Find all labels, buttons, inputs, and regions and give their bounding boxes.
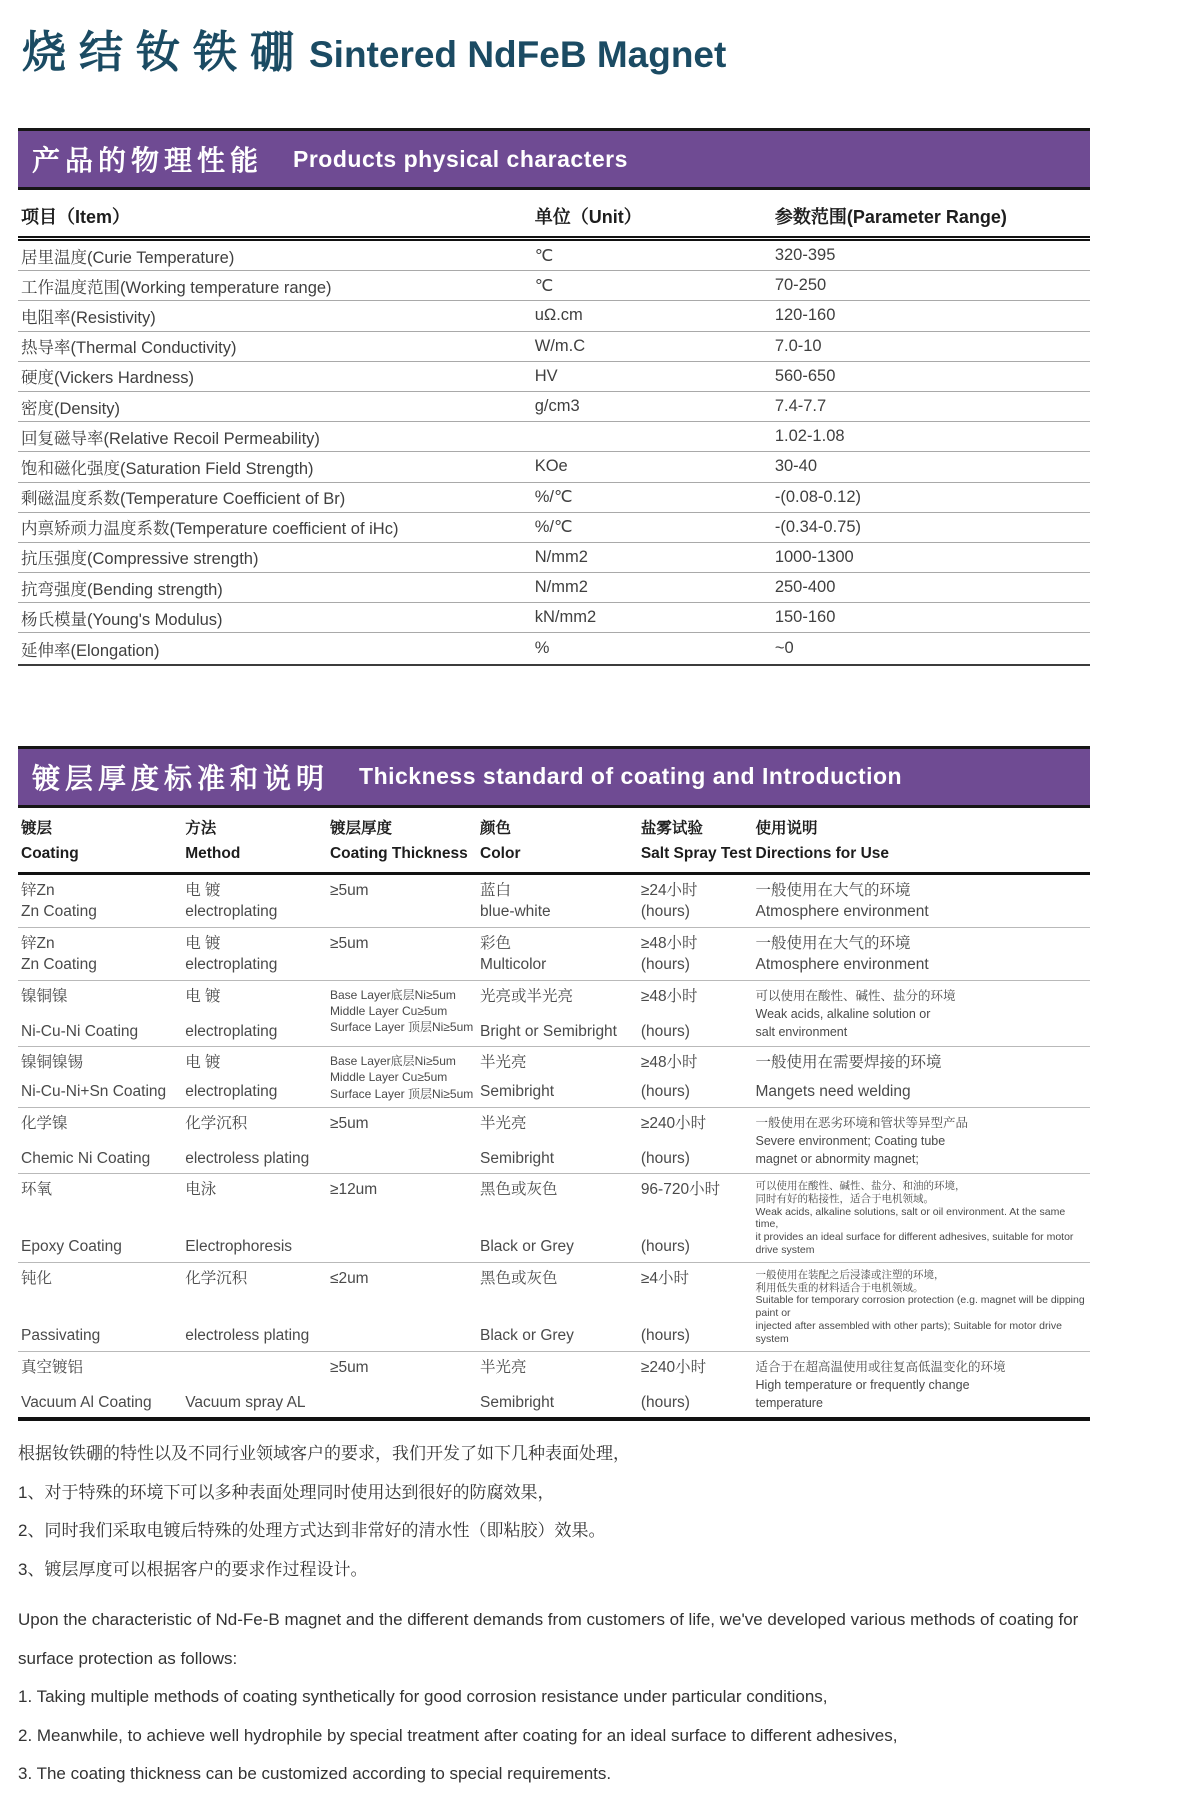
table-cell	[641, 881, 756, 922]
table-cell	[18, 987, 185, 1041]
cell-line: (hours)	[640, 1149, 690, 1167]
table-cell	[480, 1358, 641, 1412]
cell-line: 彩色	[480, 934, 512, 952]
table-cell: 密度(Density)	[21, 399, 121, 418]
cell-line: 环氧	[21, 1181, 53, 1199]
cell-line: electroless plating	[185, 1149, 310, 1167]
table-cell: ~0	[774, 639, 794, 658]
table-cell: N/mm2	[534, 547, 588, 566]
physical-table-body	[18, 241, 1090, 666]
cell-line: blue-white	[480, 903, 551, 921]
cell-line: Black or Grey	[480, 1238, 574, 1256]
table-cell: 150-160	[774, 608, 836, 627]
physical-table	[18, 194, 1090, 666]
cell-line: electroless plating	[185, 1327, 310, 1345]
cell-line: ≥12um	[329, 1181, 378, 1199]
note-line: 3. The coating thickness can be customized according to special requirements.	[18, 1764, 612, 1783]
table-row	[18, 1047, 1090, 1108]
table-cell	[18, 1114, 185, 1168]
table-cell: 抗弯强度(Bending strength)	[21, 580, 223, 599]
table-cell	[330, 1114, 480, 1168]
table-cell: W/m.C	[534, 336, 586, 355]
cell-line: 半光亮	[480, 1358, 527, 1376]
coating-section-banner	[18, 746, 1090, 808]
cell-line: Vacuum spray AL	[185, 1393, 306, 1411]
table-row	[18, 543, 1090, 573]
column-header-en: Coating Thickness	[329, 845, 468, 863]
cell-line: 一般使用在大气的环境	[755, 934, 911, 952]
note-line: 1、对于特殊的环境下可以多种表面处理同时使用达到很好的防腐效果，	[18, 1482, 555, 1502]
column-header-en: Coating	[21, 845, 79, 863]
physical-section-banner	[18, 128, 1090, 190]
table-row	[18, 928, 1090, 981]
table-cell: uΩ.cm	[534, 306, 583, 325]
table-cell	[480, 1269, 641, 1346]
table-cell	[480, 1114, 641, 1168]
coating-table-header	[18, 808, 1090, 875]
table-cell: 延伸率(Elongation)	[21, 641, 160, 660]
table-cell	[480, 881, 641, 922]
cell-line: ≥240小时	[640, 1358, 707, 1376]
table-row	[18, 513, 1090, 543]
table-cell: 饱和磁化强度(Saturation Field Strength)	[21, 459, 314, 478]
table-cell	[18, 1053, 185, 1102]
page-title	[18, 0, 1090, 80]
table-cell: %/℃	[534, 518, 573, 537]
column-header-zh: 镀层厚度	[329, 819, 392, 837]
table-cell: kN/mm2	[534, 608, 597, 627]
table-cell	[641, 1180, 756, 1257]
cell-line: (hours)	[640, 956, 690, 974]
table-cell: 回复磁导率(Relative Recoil Permeability)	[21, 429, 320, 448]
table-row	[18, 875, 1090, 928]
table-cell	[185, 987, 330, 1041]
table-cell	[185, 881, 330, 922]
cell-line: (hours)	[640, 1238, 690, 1256]
cell-line: ≥5um	[329, 881, 369, 899]
column-header-unit: 单位（Unit）	[534, 207, 642, 227]
notes-zh	[18, 1435, 1090, 1589]
cell-line: Chemic Ni Coating	[21, 1149, 151, 1167]
cell-line: 可以使用在酸性、碱性、盐分的环境	[755, 988, 956, 1003]
cell-line: ≥5um	[329, 934, 369, 952]
cell-line: 一般使用在恶劣环境和管状等异型产品	[755, 1115, 969, 1130]
table-cell: -(0.08-0.12)	[774, 487, 862, 506]
table-cell: 70-250	[774, 276, 827, 295]
cell-line: High temperature or frequently change	[755, 1377, 970, 1392]
cell-line: ≥5um	[329, 1358, 369, 1376]
table-cell	[756, 987, 1090, 1041]
table-cell: 抗压强度(Compressive strength)	[21, 550, 259, 569]
table-cell	[480, 1180, 641, 1257]
cell-line: Passivating	[21, 1327, 101, 1345]
table-cell: 320-395	[774, 246, 836, 265]
table-row	[18, 241, 1090, 271]
table-cell	[641, 1358, 756, 1412]
table-cell: 电阻率(Resistivity)	[21, 308, 156, 327]
column-header-range: 参数范围(Parameter Range)	[774, 207, 1007, 227]
cell-line: 化学沉积	[185, 1269, 248, 1287]
physical-banner-zh: 产品的物理性能	[32, 145, 264, 176]
table-cell	[18, 881, 185, 922]
table-cell	[756, 934, 1090, 975]
cell-line: 半光亮	[480, 1054, 527, 1072]
column-header-zh: 盐雾试验	[640, 819, 703, 837]
table-cell: %	[534, 639, 550, 658]
cell-line: Semibright	[480, 1149, 555, 1167]
cell-line: ≤2um	[329, 1269, 369, 1287]
cell-line: Severe environment; Coating tube	[755, 1133, 946, 1148]
table-cell	[641, 1053, 756, 1102]
table-cell: N/mm2	[534, 578, 588, 597]
cell-line: electroplating	[185, 903, 278, 921]
cell-line: 利用低失重的材料适合于电机领域。	[755, 1281, 924, 1294]
table-cell	[641, 934, 756, 975]
column-header	[756, 816, 1090, 867]
physical-banner-en: Products physical characters	[293, 145, 628, 172]
cell-line: Ni-Cu-Ni+Sn Coating	[21, 1083, 167, 1101]
page-title-zh: 烧结钕铁硼	[22, 28, 307, 77]
note-line: 3、镀层厚度可以根据客户的要求作过程设计。	[18, 1559, 368, 1579]
note-line: Upon the characteristic of Nd-Fe-B magnet and the different demands from customers of life, we've developed various methods of coating for surface protection as follows:	[18, 1610, 1079, 1668]
cell-line: injected after assembled with other parts); Suitable for motor drive system	[755, 1320, 1062, 1345]
cell-line: 化学镍	[21, 1114, 68, 1132]
cell-line: (hours)	[640, 1393, 690, 1411]
table-cell: %/℃	[534, 488, 573, 507]
cell-line	[185, 1358, 330, 1377]
table-cell	[641, 1269, 756, 1346]
coating-table-body	[18, 875, 1090, 1421]
table-cell	[185, 1114, 330, 1168]
cell-line: Middle Layer Cu≥5um	[329, 1070, 448, 1085]
cell-line: (hours)	[640, 1327, 690, 1345]
table-row	[18, 301, 1090, 331]
cell-line: Atmosphere environment	[755, 903, 929, 921]
column-header-en: Method	[185, 845, 241, 863]
cell-line: Surface Layer 顶层Ni≥5um	[329, 1020, 474, 1035]
cell-line: Zn Coating	[21, 956, 97, 974]
cell-line: Base Layer底层Ni≥5um	[329, 1054, 456, 1069]
table-cell	[185, 1358, 330, 1412]
table-row	[18, 1108, 1090, 1174]
notes-en	[18, 1601, 1090, 1794]
cell-line: salt environment	[755, 1025, 848, 1039]
cell-line: Electrophoresis	[185, 1238, 293, 1256]
table-cell: 工作温度范围(Working temperature range)	[21, 278, 332, 297]
table-cell	[756, 1180, 1090, 1257]
cell-line: ≥240小时	[640, 1114, 707, 1132]
table-cell	[756, 1269, 1090, 1346]
cell-line: Vacuum Al Coating	[21, 1393, 152, 1411]
column-header-zh: 使用说明	[755, 819, 818, 837]
column-header	[18, 816, 185, 867]
cell-line: 锌Zn	[21, 881, 55, 899]
cell-line: Mangets need welding	[755, 1083, 911, 1101]
column-header-zh: 方法	[185, 819, 217, 837]
table-cell	[18, 1269, 185, 1346]
coating-banner-zh: 镀层厚度标准和说明	[32, 762, 330, 794]
cell-line: 一般使用在装配之后浸漆或注塑的环境，	[755, 1268, 945, 1281]
table-cell	[185, 1053, 330, 1102]
table-row	[18, 271, 1090, 301]
table-row	[18, 603, 1090, 633]
cell-line: electroplating	[185, 1022, 278, 1040]
note-line: 根据钕铁硼的特性以及不同行业领域客户的要求，我们开发了如下几种表面处理，	[18, 1444, 630, 1463]
table-cell: 250-400	[774, 578, 836, 597]
cell-line: 电 镀	[185, 1054, 221, 1072]
table-cell: 30-40	[774, 457, 818, 476]
table-row	[18, 362, 1090, 392]
table-cell	[480, 987, 641, 1041]
table-cell	[330, 1358, 480, 1412]
cell-line: 电泳	[185, 1181, 217, 1199]
column-header-en: Color	[480, 845, 521, 863]
column-header-en: Directions for Use	[755, 845, 890, 863]
table-cell: 内禀矫顽力温度系数(Temperature coefficient of iHc)	[21, 520, 399, 539]
table-cell	[330, 1180, 480, 1257]
table-cell: 7.4-7.7	[774, 397, 827, 416]
cell-line: ≥48小时	[640, 987, 698, 1005]
coating-banner-en: Thickness standard of coating and Introduction	[359, 763, 903, 790]
cell-line: 化学沉积	[185, 1114, 248, 1132]
table-cell: 7.0-10	[774, 336, 822, 355]
cell-line: Suitable for temporary corrosion protection (e.g. magnet will be dipping paint or	[755, 1294, 1085, 1320]
coating-table	[18, 808, 1090, 1421]
cell-line: electroplating	[185, 1083, 278, 1101]
column-header	[480, 816, 641, 867]
table-row	[18, 981, 1090, 1047]
cell-line: 电 镀	[185, 881, 221, 899]
cell-line: Bright or Semibright	[480, 1022, 617, 1040]
table-cell	[480, 1053, 641, 1102]
table-cell	[756, 1358, 1090, 1412]
table-cell: ℃	[534, 246, 554, 265]
cell-line: ≥4小时	[640, 1269, 689, 1287]
cell-line: 钝化	[21, 1269, 53, 1287]
cell-line: Middle Layer Cu≥5um	[329, 1003, 448, 1018]
table-row	[18, 483, 1090, 513]
table-row	[18, 392, 1090, 422]
table-cell	[18, 1180, 185, 1257]
table-cell: -(0.34-0.75)	[774, 517, 862, 536]
table-cell: HV	[534, 366, 558, 385]
cell-line: Base Layer底层Ni≥5um	[329, 987, 456, 1002]
cell-line: ≥5um	[329, 1114, 369, 1132]
page-title-en: Sintered NdFeB Magnet	[309, 34, 727, 75]
table-cell: 居里温度(Curie Temperature)	[21, 248, 235, 267]
cell-line: (hours)	[640, 903, 690, 921]
table-row	[18, 573, 1090, 603]
table-cell	[330, 881, 480, 922]
cell-line: 黑色或灰色	[480, 1269, 558, 1287]
cell-line: 黑色或灰色	[480, 1181, 558, 1199]
table-row	[18, 452, 1090, 482]
cell-line: ≥24小时	[640, 881, 698, 899]
table-cell: 硬度(Vickers Hardness)	[21, 369, 194, 388]
table-cell	[330, 934, 480, 975]
cell-line: 一般使用在大气的环境	[755, 881, 911, 899]
table-cell: 120-160	[774, 306, 836, 325]
column-header	[330, 816, 480, 867]
cell-line: Semibright	[480, 1393, 555, 1411]
cell-line: 镍铜镍锡	[21, 1054, 84, 1072]
table-cell: 560-650	[774, 366, 836, 385]
table-cell: ℃	[534, 276, 554, 295]
table-row	[18, 422, 1090, 452]
table-cell	[480, 934, 641, 975]
cell-line: 半光亮	[480, 1114, 527, 1132]
table-cell: 剩磁温度系数(Temperature Coefficient of Br)	[21, 490, 346, 509]
table-cell	[18, 934, 185, 975]
cell-line: 锌Zn	[21, 934, 55, 952]
table-row	[18, 633, 1090, 663]
table-cell: KOe	[534, 457, 568, 476]
cell-line: 96-720小时	[640, 1181, 721, 1199]
table-cell	[756, 1053, 1090, 1102]
cell-line: 真空镀铝	[21, 1358, 84, 1376]
cell-line: Black or Grey	[480, 1327, 574, 1345]
table-cell	[185, 1180, 330, 1257]
cell-line: temperature	[755, 1395, 823, 1410]
column-header-zh: 镀层	[21, 819, 53, 837]
cell-line: Surface Layer 顶层Ni≥5um	[329, 1086, 474, 1101]
cell-line: Epoxy Coating	[21, 1238, 122, 1256]
cell-line: Ni-Cu-Ni Coating	[21, 1022, 139, 1040]
cell-line: Atmosphere environment	[755, 956, 929, 974]
cell-line: Zn Coating	[21, 903, 97, 921]
note-line: 1. Taking multiple methods of coating synthetically for good corrosion resistance under particular conditions,	[18, 1687, 828, 1706]
column-header	[641, 816, 756, 867]
column-header-zh: 颜色	[480, 819, 512, 837]
table-cell: 杨氏模量(Young's Modulus)	[21, 610, 223, 629]
cell-line: Multicolor	[480, 956, 547, 974]
cell-line: (hours)	[640, 1022, 690, 1040]
table-cell: 热导率(Thermal Conductivity)	[21, 339, 237, 358]
cell-line: 电 镀	[185, 987, 221, 1005]
cell-line: 镍铜镍	[21, 987, 68, 1005]
cell-line: 适合于在超高温使用或往复高低温变化的环境	[755, 1359, 1006, 1374]
cell-line: ≥48小时	[640, 1054, 698, 1072]
cell-line: 电 镀	[185, 934, 221, 952]
table-cell	[330, 1269, 480, 1346]
table-cell	[756, 881, 1090, 922]
cell-line: Weak acids, alkaline solution or	[755, 1006, 931, 1021]
cell-line: (hours)	[640, 1083, 690, 1101]
table-cell	[756, 1114, 1090, 1168]
cell-line: 一般使用在需要焊接的环境	[755, 1054, 942, 1072]
table-cell: 1000-1300	[774, 547, 854, 566]
cell-line: ≥48小时	[640, 934, 698, 952]
cell-line: 蓝白	[480, 881, 512, 899]
table-cell	[330, 987, 480, 1041]
table-cell	[330, 1053, 480, 1102]
table-row	[18, 332, 1090, 362]
column-header-item: 项目（Item）	[21, 207, 131, 227]
table-cell	[641, 987, 756, 1041]
table-row	[18, 1174, 1090, 1263]
cell-line: 光亮或半光亮	[480, 987, 574, 1005]
cell-line: Semibright	[480, 1083, 555, 1101]
note-line: 2. Meanwhile, to achieve well hydrophile by special treatment after coating for an ideal surface to different adhesives,	[18, 1725, 898, 1745]
note-line: 2、同时我们采取电镀后特殊的处理方式达到非常好的清水性（即粘胶）效果。	[18, 1521, 606, 1540]
table-cell: g/cm3	[534, 397, 580, 416]
physical-table-header	[18, 194, 1090, 241]
cell-line: 可以使用在酸性、碱性、盐分、和油的环境，	[755, 1180, 966, 1193]
table-cell	[535, 427, 775, 446]
cell-line: Weak acids, alkaline solutions, salt or oil environment. At the same time,	[755, 1205, 1066, 1231]
table-cell: 1.02-1.08	[774, 427, 845, 446]
page-content	[18, 0, 1090, 1794]
table-cell	[185, 1269, 330, 1346]
table-cell	[185, 934, 330, 975]
table-cell	[641, 1114, 756, 1168]
column-header	[185, 816, 330, 867]
cell-line: electroplating	[185, 956, 278, 974]
cell-line: it provides an ideal surface for different adhesives, suitable for motor drive system	[755, 1231, 1074, 1257]
cell-line: 同时有好的粘接性，适合于电机领域。	[755, 1192, 935, 1205]
column-header-en: Salt Spray Test	[640, 845, 752, 863]
table-row	[18, 1263, 1090, 1352]
table-cell	[18, 1358, 185, 1412]
cell-line: magnet or abnormity magnet;	[755, 1151, 919, 1166]
table-row	[18, 1352, 1090, 1417]
